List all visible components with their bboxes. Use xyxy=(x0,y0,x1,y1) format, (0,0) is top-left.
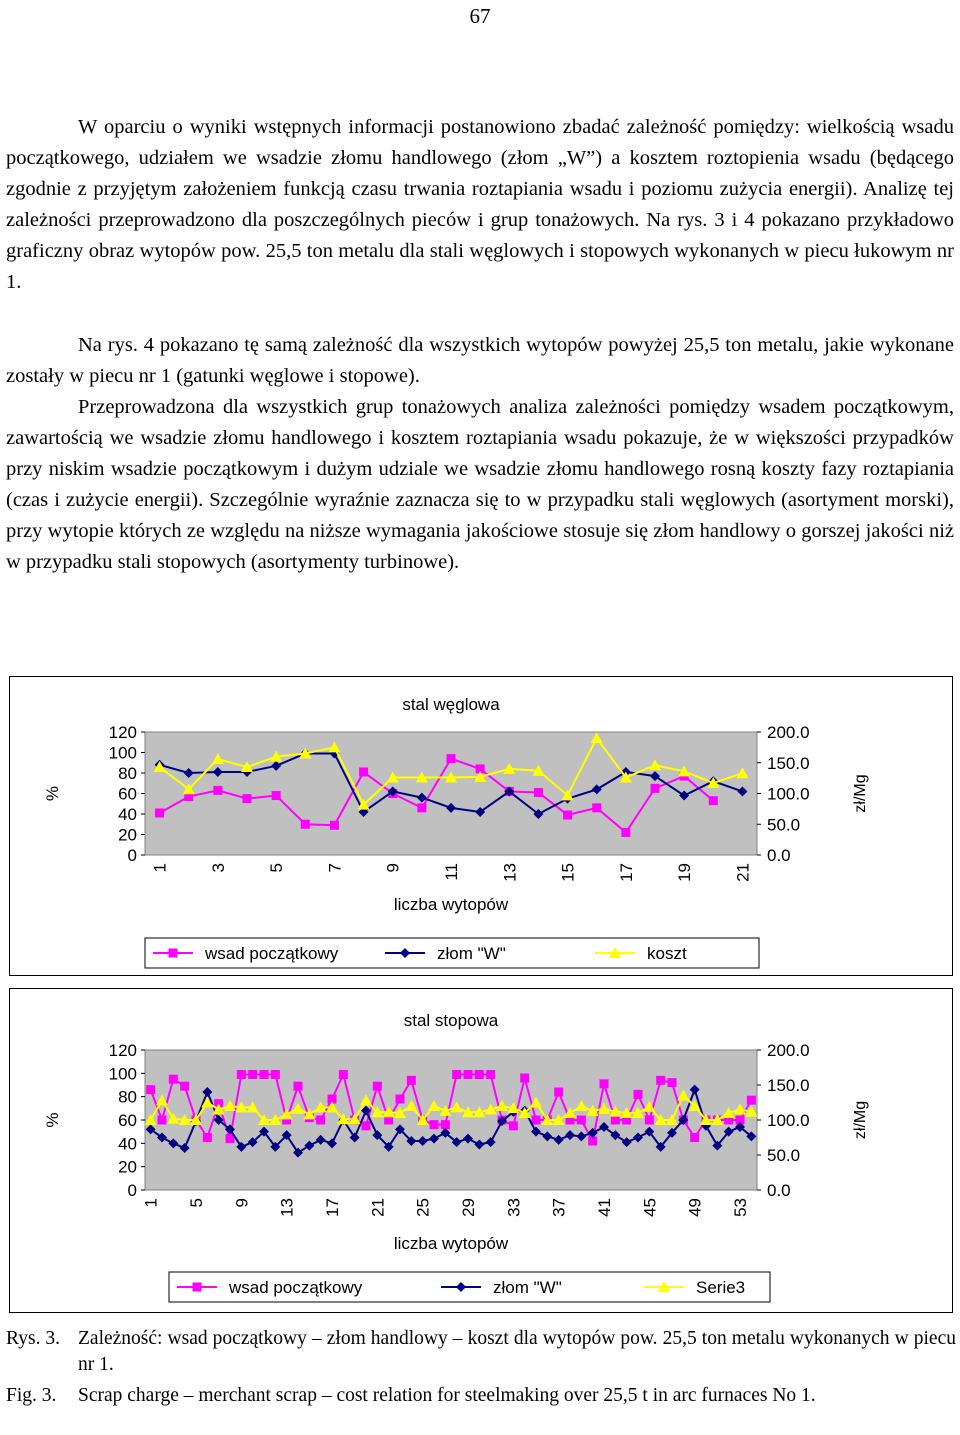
x-tick-label: 9 xyxy=(232,1198,252,1208)
data-point xyxy=(260,1070,269,1079)
y-right-axis-label: zł/Mg xyxy=(852,1100,869,1140)
x-tick-label: 5 xyxy=(267,863,287,873)
chart-stal-stopowa xyxy=(9,988,953,1313)
legend-marker xyxy=(169,949,178,958)
x-tick-label: 1 xyxy=(150,863,170,873)
y-right-axis-label: zł/Mg xyxy=(852,774,869,813)
x-tick-label: 21 xyxy=(733,863,753,882)
y-left-tick-label: 120 xyxy=(108,723,137,742)
data-point xyxy=(554,1088,563,1097)
data-point xyxy=(155,808,164,817)
legend-label: złom "W" xyxy=(437,944,506,963)
y-right-tick-label: 150.0 xyxy=(767,753,810,773)
x-tick-label: 13 xyxy=(500,863,520,882)
data-point xyxy=(509,1121,518,1130)
legend-label: wsad początkowy xyxy=(229,1278,363,1297)
data-point xyxy=(447,754,456,763)
y-right-tick-label: 100.0 xyxy=(767,784,810,804)
data-point xyxy=(237,1070,246,1079)
caption-label-en: Fig. 3. xyxy=(6,1385,57,1406)
data-point xyxy=(301,820,310,829)
paragraph-2: Na rys. 4 pokazano tę samą zależność dla wszystkich wytopów powyżej 25,5 ton metalu, jakie wykonane zostały w piecu nr 1 (gatunki węglowe i stopowe). xyxy=(6,334,954,387)
data-point xyxy=(464,1070,473,1079)
x-axis-label: liczba wytopów xyxy=(393,895,509,914)
data-point xyxy=(272,791,281,800)
data-point xyxy=(532,1116,541,1125)
legend-label: Serie3 xyxy=(696,1278,746,1297)
data-point xyxy=(520,1074,529,1083)
x-tick-label: 11 xyxy=(442,863,461,881)
y-right-tick-label: 150.0 xyxy=(767,1076,810,1095)
paragraph-3: Przeprowadzona dla wszystkich grup tonażowych analiza zależności pomiędzy wsadem początkowym, zawartością we wsadzie złomu handlowego i kosztem roztapiania wsadu pokazuje, że w większości przypadków przy niskim wsadzie początkowym i dużym udziale we wsadzie złomu handlowego rosną koszty fazy roztapiania (czas i zużycie energii). Szczególnie wyraźnie zaznacza się to w przypadku stali węglowych (asortyment morski), przy wytopie których ze względu na niższe wymagania jakościowe stosuje się złom handlowy o gorszej jakości niż w przypadku stali stopowych (asortymenty turbinowe). xyxy=(6,396,954,573)
data-point xyxy=(146,1085,155,1094)
paragraph-1: W oparciu o wyniki wstępnych informacji postanowiono zbadać zależność pomiędzy: wielkością wsadu początkowego, udziałem we wsadzie złomu handlowego (złom „W”) a kosztem roztopienia wsadu (będącego zgodnie z przyjętym założeniem funkcją czasu trwania roztapiania wsadu i poziomu zużycia energii). Analizę tej zależności przeprowadzono dla poszczególnych pieców i grup tonażowych. Na rys. 3 i 4 pokazano przykładowo graficzny obraz wytopów pow. 25,5 ton metalu dla stali węglowych i stopowych wykonanych w piecu łukowym nr 1. xyxy=(6,116,954,293)
x-tick-label: 19 xyxy=(675,863,695,882)
data-point xyxy=(430,1120,439,1129)
data-point xyxy=(294,1082,303,1091)
y-left-axis-label: % xyxy=(43,785,62,802)
data-point xyxy=(475,1070,484,1079)
data-point xyxy=(452,1070,461,1079)
x-tick-label: 45 xyxy=(640,1198,660,1217)
chart-stal-weglowa xyxy=(9,676,953,976)
x-tick-label: 41 xyxy=(595,1198,614,1217)
data-point xyxy=(621,828,630,837)
y-left-tick-label: 20 xyxy=(118,825,137,845)
data-point xyxy=(668,1078,677,1087)
data-point xyxy=(373,1082,382,1091)
data-point xyxy=(563,811,572,820)
data-point xyxy=(407,1076,416,1085)
caption-label-pl: Rys. 3. xyxy=(6,1328,60,1349)
data-point xyxy=(577,1116,586,1125)
legend-marker xyxy=(193,1283,202,1292)
y-right-tick-label: 200.0 xyxy=(767,1041,810,1060)
data-point xyxy=(651,784,660,793)
data-point xyxy=(359,767,368,776)
data-point xyxy=(634,1090,643,1099)
y-right-tick-label: 50.0 xyxy=(767,815,801,835)
x-tick-label: 1 xyxy=(141,1198,161,1208)
data-point xyxy=(213,786,222,795)
y-left-tick-label: 40 xyxy=(118,805,137,824)
data-point xyxy=(203,1133,212,1142)
chart-title: stal węglowa xyxy=(402,695,500,714)
y-left-tick-label: 80 xyxy=(118,1087,137,1107)
data-point xyxy=(330,821,339,830)
legend-label: koszt xyxy=(647,944,687,963)
x-axis-label: liczba wytopów xyxy=(393,1234,509,1253)
legend-label: wsad początkowy xyxy=(205,944,339,963)
plot-area xyxy=(145,732,757,855)
data-point xyxy=(611,1116,620,1125)
data-point xyxy=(169,1075,178,1084)
data-point xyxy=(316,1116,325,1125)
data-point xyxy=(339,1070,348,1079)
caption-text-en: Scrap charge – merchant scrap – cost relation for steelmaking over 25,5 t in arc furnaces No 1. xyxy=(78,1385,816,1406)
data-point xyxy=(271,1070,280,1079)
x-tick-label: 17 xyxy=(616,863,636,882)
y-left-axis-label: % xyxy=(43,1112,62,1128)
data-point xyxy=(600,1079,609,1088)
data-point xyxy=(645,1116,654,1125)
figure-caption-pl xyxy=(6,1326,956,1378)
data-point xyxy=(690,1133,699,1142)
y-left-tick-label: 80 xyxy=(118,764,137,783)
figure-caption-en xyxy=(6,1383,956,1435)
data-point xyxy=(588,1137,597,1146)
y-right-tick-label: 200.0 xyxy=(767,723,810,742)
x-tick-label: 17 xyxy=(323,1198,342,1217)
data-point xyxy=(486,1070,495,1079)
y-left-tick-label: 120 xyxy=(108,1041,137,1060)
data-point xyxy=(441,1120,450,1129)
x-tick-label: 25 xyxy=(413,1198,433,1217)
data-point xyxy=(396,1095,405,1104)
y-left-tick-label: 40 xyxy=(118,1134,137,1154)
x-tick-label: 29 xyxy=(459,1198,478,1217)
y-right-tick-label: 50.0 xyxy=(767,1146,801,1165)
x-tick-label: 9 xyxy=(383,863,403,873)
page-number: 67 xyxy=(469,4,491,28)
y-left-tick-label: 60 xyxy=(118,1111,137,1130)
y-right-tick-label: 0.0 xyxy=(767,846,791,865)
data-point xyxy=(747,1096,756,1105)
x-tick-label: 33 xyxy=(504,1198,524,1217)
y-left-tick-label: 20 xyxy=(118,1157,137,1177)
data-point xyxy=(592,803,601,812)
x-tick-label: 53 xyxy=(731,1198,750,1217)
y-left-tick-label: 60 xyxy=(118,784,137,804)
data-point xyxy=(243,794,252,803)
y-right-tick-label: 0.0 xyxy=(767,1181,791,1200)
x-tick-label: 13 xyxy=(277,1198,297,1217)
y-left-tick-label: 0 xyxy=(127,1181,137,1200)
caption-text-pl: Zależność: wsad początkowy – złom handlowy – koszt dla wytopów pow. 25,5 ton metalu wykonanych w piecu nr 1. xyxy=(78,1328,956,1375)
data-point xyxy=(709,796,718,805)
x-tick-label: 5 xyxy=(187,1198,206,1208)
x-tick-label: 15 xyxy=(558,863,578,882)
data-point xyxy=(656,1076,665,1085)
x-tick-label: 49 xyxy=(685,1198,705,1217)
legend-label: złom "W" xyxy=(493,1278,562,1297)
data-point xyxy=(534,788,543,797)
data-point xyxy=(362,1121,371,1130)
y-left-tick-label: 100 xyxy=(108,743,137,763)
chart-title: stal stopowa xyxy=(403,1011,499,1030)
x-tick-label: 37 xyxy=(549,1198,569,1217)
data-point xyxy=(248,1070,257,1079)
y-left-tick-label: 0 xyxy=(127,846,137,865)
y-right-tick-label: 100.0 xyxy=(767,1111,810,1130)
x-tick-label: 7 xyxy=(325,863,345,873)
y-left-tick-label: 100 xyxy=(108,1064,137,1084)
data-point xyxy=(158,1116,167,1125)
data-point xyxy=(417,803,426,812)
x-tick-label: 21 xyxy=(368,1198,388,1217)
data-point xyxy=(180,1082,189,1091)
x-tick-label: 3 xyxy=(208,863,228,873)
